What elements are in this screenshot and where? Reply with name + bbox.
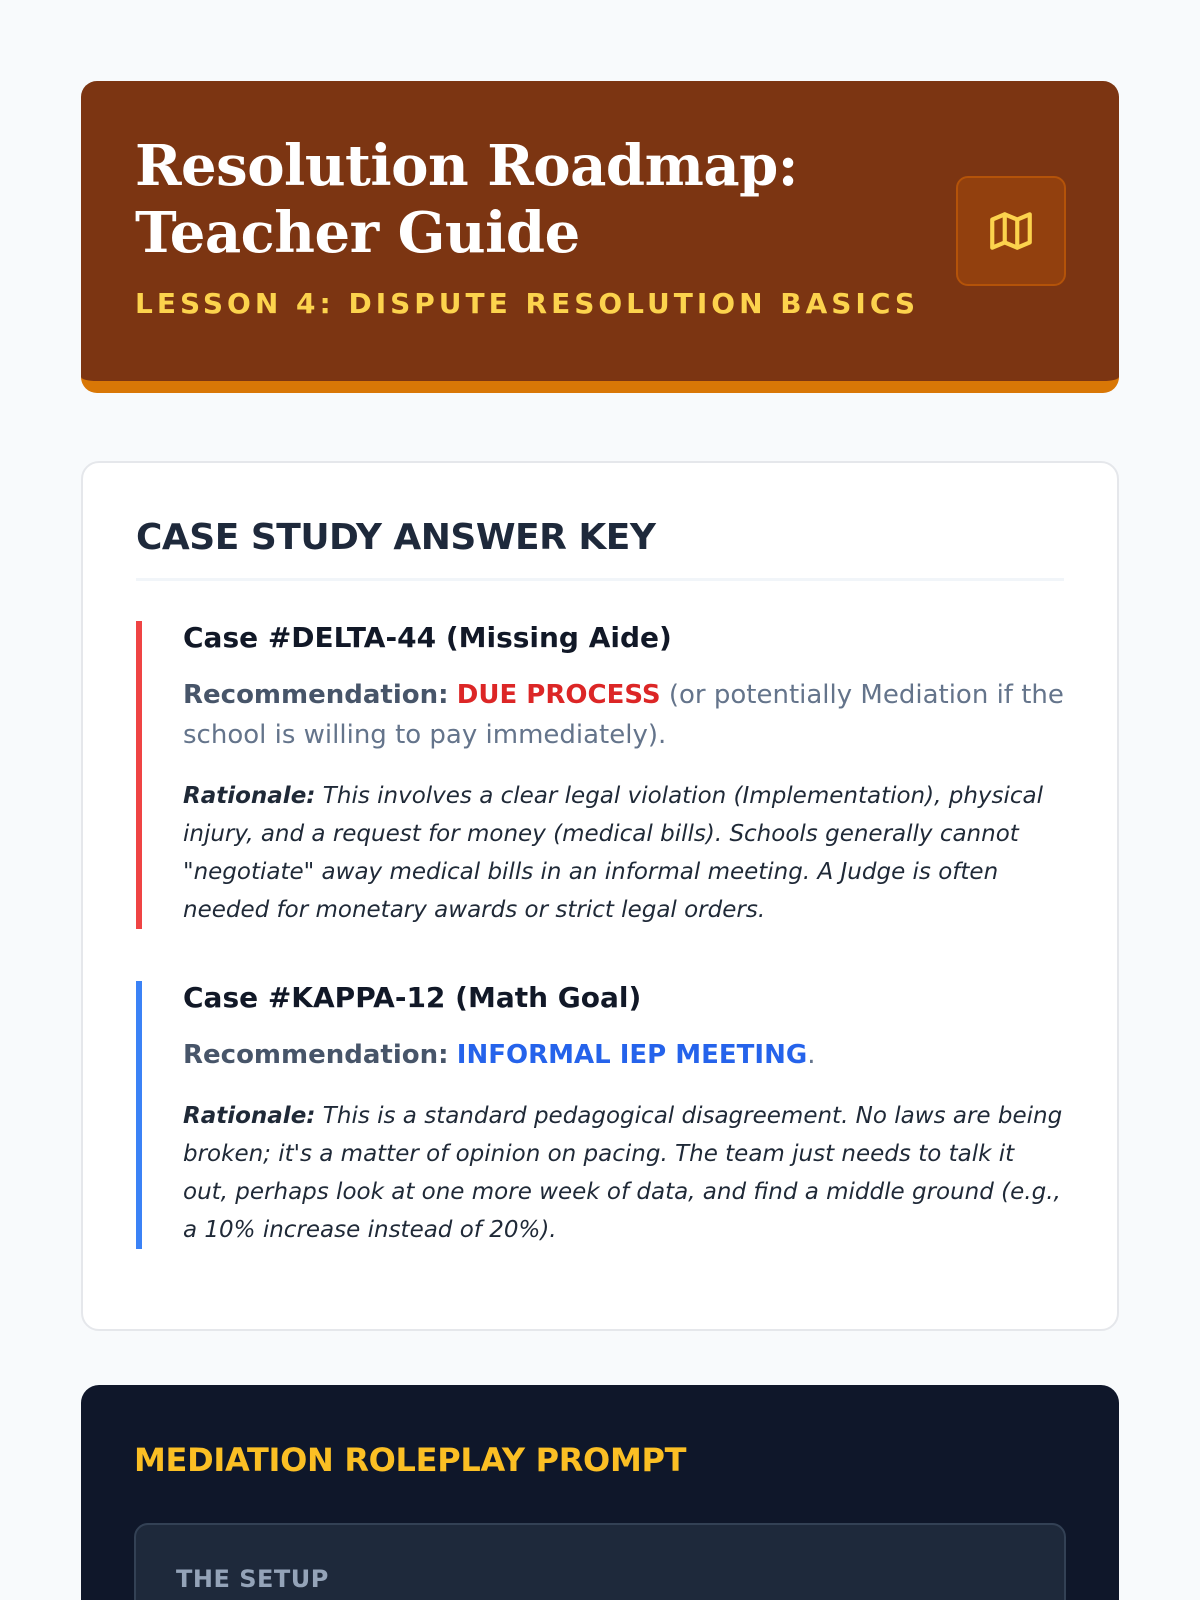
page-title: Resolution Roadmap: Teacher Guide — [135, 133, 798, 266]
case-rationale — [183, 1097, 1064, 1249]
case-recommendation — [183, 675, 1064, 755]
case-title: Case #KAPPA-12 (Math Goal) — [183, 981, 642, 1014]
rationale-text: This involves a clear legal violation (Implementation), physical injury, and a request for money (medical bills). Schools generally cannot "negotiate" away medical bills in an informal meeting. A Judge is often needed for monetary awards or strict legal orders. — [183, 783, 1044, 923]
header-banner — [81, 81, 1119, 393]
case-rationale — [183, 777, 1064, 929]
case-title: Case #DELTA-44 (Missing Aide) — [183, 621, 672, 654]
answer-key-card — [81, 461, 1119, 1331]
recommendation-label: Recommendation: — [183, 680, 449, 710]
setup-label: THE SETUP — [176, 1565, 329, 1593]
map-icon — [986, 206, 1036, 256]
mediation-card — [81, 1385, 1119, 1600]
rationale-text: This is a standard pedagogical disagreement. No laws are being broken; it's a matter of opinion on pacing. The team just needs to talk it out, perhaps look at one more week of data, and find a middle ground (e.g., a 10% increase instead of 20%). — [183, 1103, 1063, 1243]
recommendation-verdict: INFORMAL IEP MEETING — [456, 1040, 808, 1070]
case-recommendation — [183, 1035, 1064, 1075]
recommendation-label: Recommendation: — [183, 1040, 449, 1070]
case-kappa-12 — [136, 981, 1064, 1249]
setup-panel — [134, 1523, 1066, 1600]
answer-key-title: CASE STUDY ANSWER KEY — [136, 517, 1064, 581]
rationale-label: Rationale: — [183, 783, 316, 809]
recommendation-note: (or potentially Mediation if the school is willing to pay immediately). — [183, 680, 1064, 750]
lesson-subtitle: LESSON 4: DISPUTE RESOLUTION BASICS — [135, 287, 920, 320]
recommendation-note: . — [807, 1040, 816, 1070]
rationale-label: Rationale: — [183, 1103, 316, 1129]
case-delta-44 — [136, 621, 1064, 929]
map-icon-badge — [956, 176, 1066, 286]
recommendation-verdict: DUE PROCESS — [456, 680, 661, 710]
mediation-title: MEDIATION ROLEPLAY PROMPT — [134, 1441, 687, 1479]
